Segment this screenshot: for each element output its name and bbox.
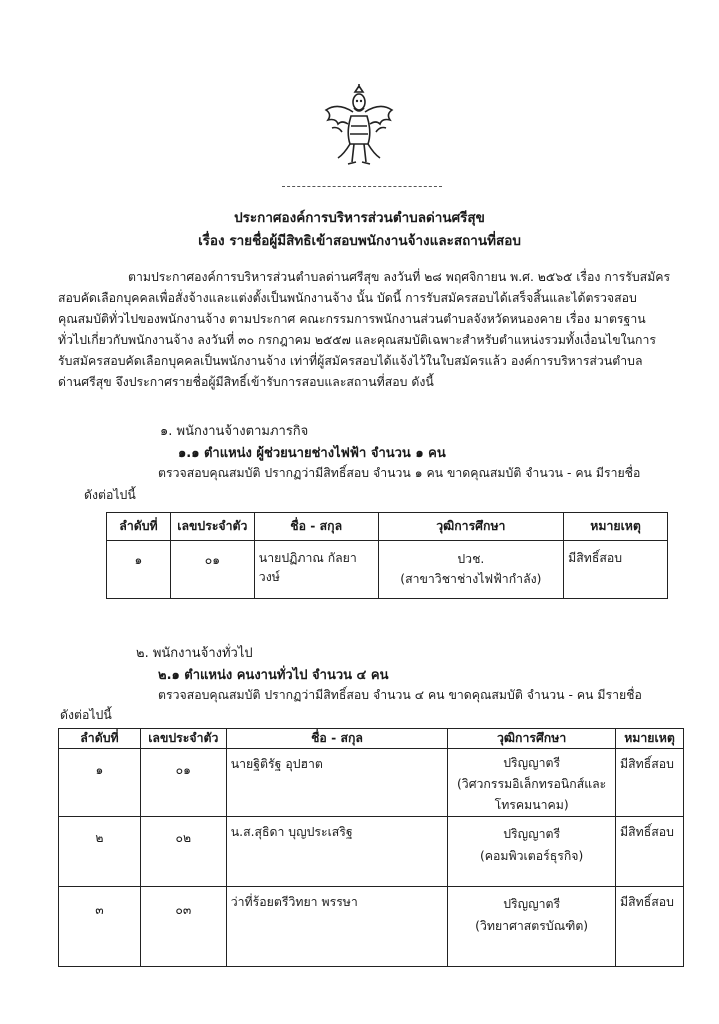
cell-note: มีสิทธิ์สอบ	[616, 817, 684, 887]
header-id: เลขประจำตัว	[140, 729, 226, 749]
cell-id: ๐๑	[170, 541, 254, 599]
section1-position: ๑.๑ ตำแหน่ง ผู้ช่วยนายช่างไฟฟ้า จำนวน ๑ คน	[178, 446, 446, 461]
cell-note: มีสิทธิ์สอบ	[616, 749, 684, 817]
section2-heading: ๒. พนักงานจ้างทั่วไป	[136, 646, 253, 661]
header-id: เลขประจำตัว	[170, 513, 254, 541]
table-section1	[106, 512, 668, 599]
table-row	[59, 817, 684, 887]
education-degree: ปริญญาตรี	[503, 756, 561, 770]
header-name: ชื่อ - สกุล	[226, 729, 448, 749]
section1-check-line2: ดังต่อไปนี้	[84, 488, 136, 502]
cell-id: ๐๑	[140, 749, 226, 817]
table-row	[59, 887, 684, 967]
cell-name: ว่าที่ร้อยตรีวิทยา พรรษา	[226, 887, 448, 967]
header-education: วุฒิการศึกษา	[448, 729, 616, 749]
cell-name: นายปฏิภาณ กัลยาวงษ์	[254, 541, 378, 599]
cell-name: นายฐิติรัฐ อุปฮาต	[226, 749, 448, 817]
cell-education	[378, 541, 564, 599]
section2-check-line2: ดังต่อไปนี้	[60, 708, 112, 722]
header-name: ชื่อ - สกุล	[254, 513, 378, 541]
table-header-row	[107, 513, 668, 541]
section2-position: ๒.๑ ตำแหน่ง คนงานทั่วไป จำนวน ๔ คน	[158, 668, 389, 683]
garuda-emblem-icon	[318, 82, 400, 172]
education-major: (วิทยาศาสตรบัณฑิต)	[475, 919, 589, 933]
table-row	[59, 749, 684, 817]
title-divider	[282, 186, 442, 187]
table-section2	[58, 728, 684, 967]
cell-id: ๐๓	[140, 887, 226, 967]
announcement-subject: เรื่อง รายชื่อผู้มีสิทธิเข้าสอบพนักงานจ้างและสถานที่สอบ	[198, 233, 521, 249]
header-note: หมายเหตุ	[616, 729, 684, 749]
education-major: (สาขาวิชาช่างไฟฟ้ากำลัง)	[400, 572, 542, 586]
education-degree: ปริญญาตรี	[503, 897, 561, 911]
education-major: (คอมพิวเตอร์ธุรกิจ)	[480, 849, 584, 863]
intro-line: รับสมัครสอบคัดเลือกบุคคลเป็นพนักงานจ้าง เท่าที่ผู้สมัครสอบได้แจ้งไว้ในใบสมัครแล้ว องค์การบริหารส่วนตำบล	[58, 354, 643, 368]
table-row	[107, 541, 668, 599]
cell-education	[448, 749, 616, 817]
cell-no: ๑	[59, 749, 141, 817]
section1-heading: ๑. พนักงานจ้างตามภารกิจ	[160, 424, 309, 439]
intro-line: ตามประกาศองค์การบริหารส่วนตำบลด่านศรีสุข ลงวันที่ ๒๘ พฤศจิกายน พ.ศ. ๒๕๖๕ เรื่อง การรับสมัคร	[128, 270, 671, 284]
header-no: ลำดับที่	[107, 513, 171, 541]
intro-line: ทั่วไปเกี่ยวกับพนักงานจ้าง ลงวันที่ ๓๐ กรกฎาคม ๒๕๕๗ และคุณสมบัติเฉพาะสำหรับตำแหน่งรวมทั้งเงื่อนไขในการ	[58, 333, 657, 347]
education-degree: ปริญญาตรี	[503, 827, 561, 841]
cell-education	[448, 817, 616, 887]
announcement-title: ประกาศองค์การบริหารส่วนตำบลด่านศรีสุข	[234, 210, 485, 226]
table-header-row	[59, 729, 684, 749]
section2-check-line: ตรวจสอบคุณสมบัติ ปรากฏว่ามีสิทธิ์สอบ จำนวน ๔ คน ขาดคุณสมบัติ จำนวน - คน มีรายชื่อ	[158, 688, 642, 702]
cell-no: ๑	[107, 541, 171, 599]
intro-line: คุณสมบัติทั่วไปของพนักงานจ้าง ตามประกาศ คณะกรรมการพนักงานส่วนตำบลจังหวัดหนองคาย เรื่อง มาตรฐาน	[58, 312, 646, 326]
header-note: หมายเหตุ	[564, 513, 668, 541]
cell-note: มีสิทธิ์สอบ	[564, 541, 668, 599]
cell-education	[448, 887, 616, 967]
intro-line: สอบคัดเลือกบุคคลเพื่อสั่งจ้างและแต่งตั้งเป็นพนักงานจ้าง นั้น บัดนี้ การรับสมัครสอบได้เสร็จสิ้นและได้ตรวจสอบ	[58, 291, 637, 305]
cell-no: ๓	[59, 887, 141, 967]
section1-check-line: ตรวจสอบคุณสมบัติ ปรากฏว่ามีสิทธิ์สอบ จำนวน ๑ คน ขาดคุณสมบัติ จำนวน - คน มีรายชื่อ	[158, 466, 641, 480]
education-degree: ปวช.	[457, 552, 485, 566]
header-education: วุฒิการศึกษา	[378, 513, 564, 541]
intro-paragraph	[58, 267, 672, 393]
education-major-cont: โทรคมนาคม)	[494, 798, 569, 812]
intro-line: ด่านศรีสุข จึงประกาศรายชื่อผู้มีสิทธิ์เข้ารับการสอบและสถานที่สอบ ดังนี้	[58, 375, 434, 389]
header-no: ลำดับที่	[59, 729, 141, 749]
education-major: (วิศวกรรมอิเล็กทรอนิกส์และ	[457, 777, 607, 791]
cell-name: น.ส.สุธิดา บุญประเสริฐ	[226, 817, 448, 887]
cell-no: ๒	[59, 817, 141, 887]
cell-id: ๐๒	[140, 817, 226, 887]
cell-note: มีสิทธิ์สอบ	[616, 887, 684, 967]
